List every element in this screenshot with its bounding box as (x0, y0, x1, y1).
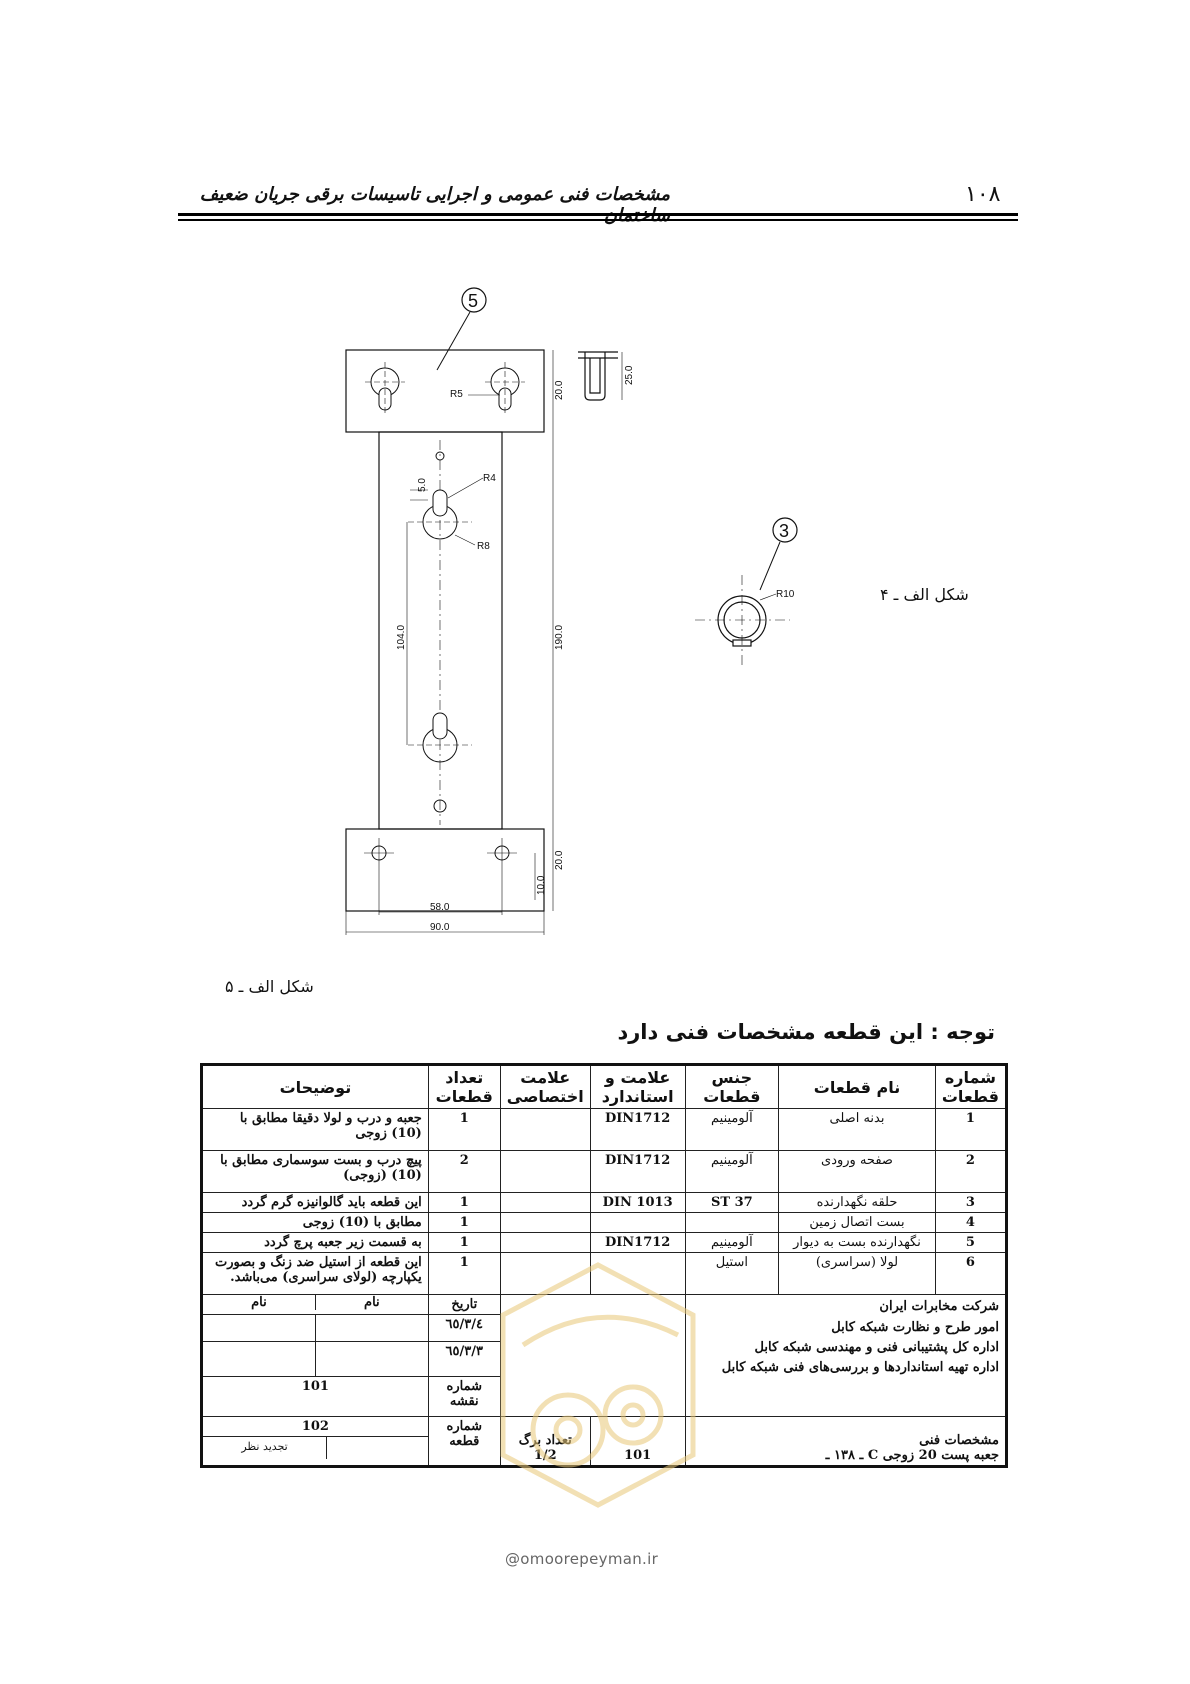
table-row (202, 1151, 1007, 1193)
header-special-mark: علامت اختصاصی (500, 1065, 590, 1109)
spec-label: مشخصات فنی (919, 1433, 999, 1449)
cell-no: 5 (935, 1233, 1006, 1253)
org-block (685, 1295, 1006, 1417)
sheets-block (500, 1417, 590, 1467)
approval-date-1: ٦٥/٣/٤ (428, 1315, 500, 1342)
running-header-title: مشخصات فنی عمومی و اجرایی تاسیسات برقی جریان ضعیف (199, 184, 670, 205)
cell-desc: این قطعه باید گالوانیزه گرم گردد (202, 1193, 429, 1213)
cell-mark (500, 1233, 590, 1253)
cell-count: 2 (428, 1151, 500, 1193)
cell-desc: مطابق با (10) زوجی (202, 1213, 429, 1233)
header-standard: علامت و استاندارد (590, 1065, 685, 1109)
callout-5-label: 5 (468, 291, 479, 311)
top-plate (346, 350, 544, 432)
org-line-3: اداره کل پشتیبانی فنی و مهندسی شبکه کابل (754, 1339, 999, 1355)
drawing-no-label: شماره نقشه (428, 1377, 500, 1417)
cell-desc: این قطعه از استیل ضد زنگ و بصورت یکپارچه (لولای سراسری) می‌باشد. (202, 1253, 429, 1295)
cell-name: نگهدارنده بست به دیوار (779, 1233, 936, 1253)
cell-standard: DIN1712 (590, 1109, 685, 1151)
approval-name-cells-2 (202, 1342, 429, 1377)
approval-date-label: تاریخ (428, 1295, 500, 1315)
cell-mark (500, 1151, 590, 1193)
cell-count: 1 (428, 1213, 500, 1233)
cell-standard (590, 1213, 685, 1233)
org-line-1: شرکت مخابرات ایران (879, 1299, 999, 1315)
figure-caption-a4: شکل الف ـ ۴ (880, 585, 969, 604)
keyhole-upper (408, 490, 472, 539)
cell-material: آلومینیم (685, 1109, 779, 1151)
approval-name-label-2: نام (251, 1295, 267, 1311)
cell-name: بدنه اصلی (779, 1109, 936, 1151)
header-description: توضیحات (202, 1065, 429, 1109)
dim-w58: 58.0 (430, 902, 450, 913)
bottom-hole-left (364, 838, 394, 868)
cell-name: حلقه نگهدارنده (779, 1193, 936, 1213)
technical-note: توجه : این قطعه مشخصات فنی دارد (617, 1020, 995, 1044)
cell-count: 1 (428, 1193, 500, 1213)
table-row (202, 1253, 1007, 1295)
org-line-2: امور طرح و نظارت شبکه کابل (831, 1319, 999, 1335)
cell-name: صفحه ورودی (779, 1151, 936, 1193)
part-no-label: شماره قطعه (428, 1417, 500, 1467)
part-no-block (202, 1417, 429, 1467)
table-row (202, 1213, 1007, 1233)
u-bracket (578, 352, 618, 400)
approval-date-2: ٦٥/٣/٣ (428, 1342, 500, 1377)
approval-names (202, 1295, 429, 1315)
dim-r5: R5 (450, 389, 463, 400)
cell-no: 4 (935, 1213, 1006, 1233)
dim-d10: 10.0 (536, 875, 547, 895)
spec-title-block (685, 1417, 1006, 1467)
sheets-cell (590, 1417, 685, 1467)
dim-r8: R8 (477, 541, 490, 552)
header-count: تعداد قطعات (428, 1065, 500, 1109)
dim-d5: 5.0 (417, 478, 428, 492)
cell-standard: DIN1712 (590, 1151, 685, 1193)
cell-count: 1 (428, 1233, 500, 1253)
cell-material: ST 37 (685, 1193, 779, 1213)
bottom-hole-right (487, 838, 517, 868)
cell-no: 2 (935, 1151, 1006, 1193)
watermark-site: @omoorepeyman.ir (505, 1550, 659, 1568)
dim-h20-bottom: 20.0 (554, 850, 565, 870)
parts-spec-table (200, 1063, 1008, 1468)
figure-caption-a5: شکل الف ـ ۵ (225, 977, 314, 996)
cell-standard: DIN 1013 (590, 1193, 685, 1213)
cell-material: آلومینیم (685, 1151, 779, 1193)
drawing-no-mid: 101 (624, 1448, 652, 1464)
spec-title: جعبه پست 20 زوجی C ـ ۱۳۸ ـ (825, 1448, 999, 1464)
keyhole-top-right (485, 362, 525, 415)
dim-h20-top: 20.0 (554, 380, 565, 400)
dim-h25: 25.0 (624, 365, 635, 385)
cell-material: آلومینیم (685, 1233, 779, 1253)
dim-d190: 190.0 (554, 624, 565, 650)
cell-mark (500, 1253, 590, 1295)
cell-desc: به قسمت زیر جعبه پرچ گردد (202, 1233, 429, 1253)
part-no-value: 102 (203, 1417, 428, 1437)
dim-d104: 104.0 (396, 624, 407, 650)
cell-material (685, 1213, 779, 1233)
header-part-name: نام قطعات (779, 1065, 936, 1109)
blank-block (500, 1295, 685, 1417)
cell-count: 1 (428, 1109, 500, 1151)
cell-mark (500, 1193, 590, 1213)
cell-no: 1 (935, 1109, 1006, 1151)
table-header-row (202, 1065, 1007, 1109)
approval-name-label-1: نام (315, 1295, 428, 1310)
table-row (202, 1109, 1007, 1151)
cell-desc: پیچ درب و بست سوسماری مطابق با (10) (زوجی) (202, 1151, 429, 1193)
cell-standard: DIN1712 (590, 1233, 685, 1253)
callout-3-label: 3 (779, 521, 790, 541)
cell-material: استیل (685, 1253, 779, 1295)
table-row (202, 1233, 1007, 1253)
dim-w90: 90.0 (430, 922, 450, 933)
header-material: جنس قطعات (685, 1065, 779, 1109)
table-row (202, 1193, 1007, 1213)
title-block-row-5 (202, 1417, 1007, 1467)
cell-standard (590, 1253, 685, 1295)
page-number: ۱۰۸ (965, 182, 1001, 207)
sheets-value: 1/2 (533, 1448, 557, 1464)
title-block-row-1 (202, 1295, 1007, 1315)
cell-name: لولا (سراسری) (779, 1253, 936, 1295)
approval-name-cells-1 (202, 1315, 429, 1342)
cell-count: 1 (428, 1253, 500, 1295)
header-part-no: شماره قطعات (935, 1065, 1006, 1109)
cell-mark (500, 1213, 590, 1233)
keyhole-top-left (365, 362, 405, 415)
org-line-4: اداره تهیه استانداردها و بررسی‌های فنی شبکه کابل (721, 1359, 999, 1375)
cell-no: 6 (935, 1253, 1006, 1295)
revision-label: تجدید نظر (203, 1437, 327, 1459)
cell-mark (500, 1109, 590, 1151)
cell-no: 3 (935, 1193, 1006, 1213)
dim-r10: R10 (776, 589, 795, 600)
cell-name: بست اتصال زمین (779, 1213, 936, 1233)
sheets-label: تعداد برگ (518, 1433, 572, 1449)
bottom-plate (346, 829, 544, 911)
cell-desc: جعبه و درب و لولا دقیقا مطابق با (10) زوجی (202, 1109, 429, 1151)
drawing-no-value: 101 (202, 1377, 429, 1417)
dim-r4: R4 (483, 473, 496, 484)
